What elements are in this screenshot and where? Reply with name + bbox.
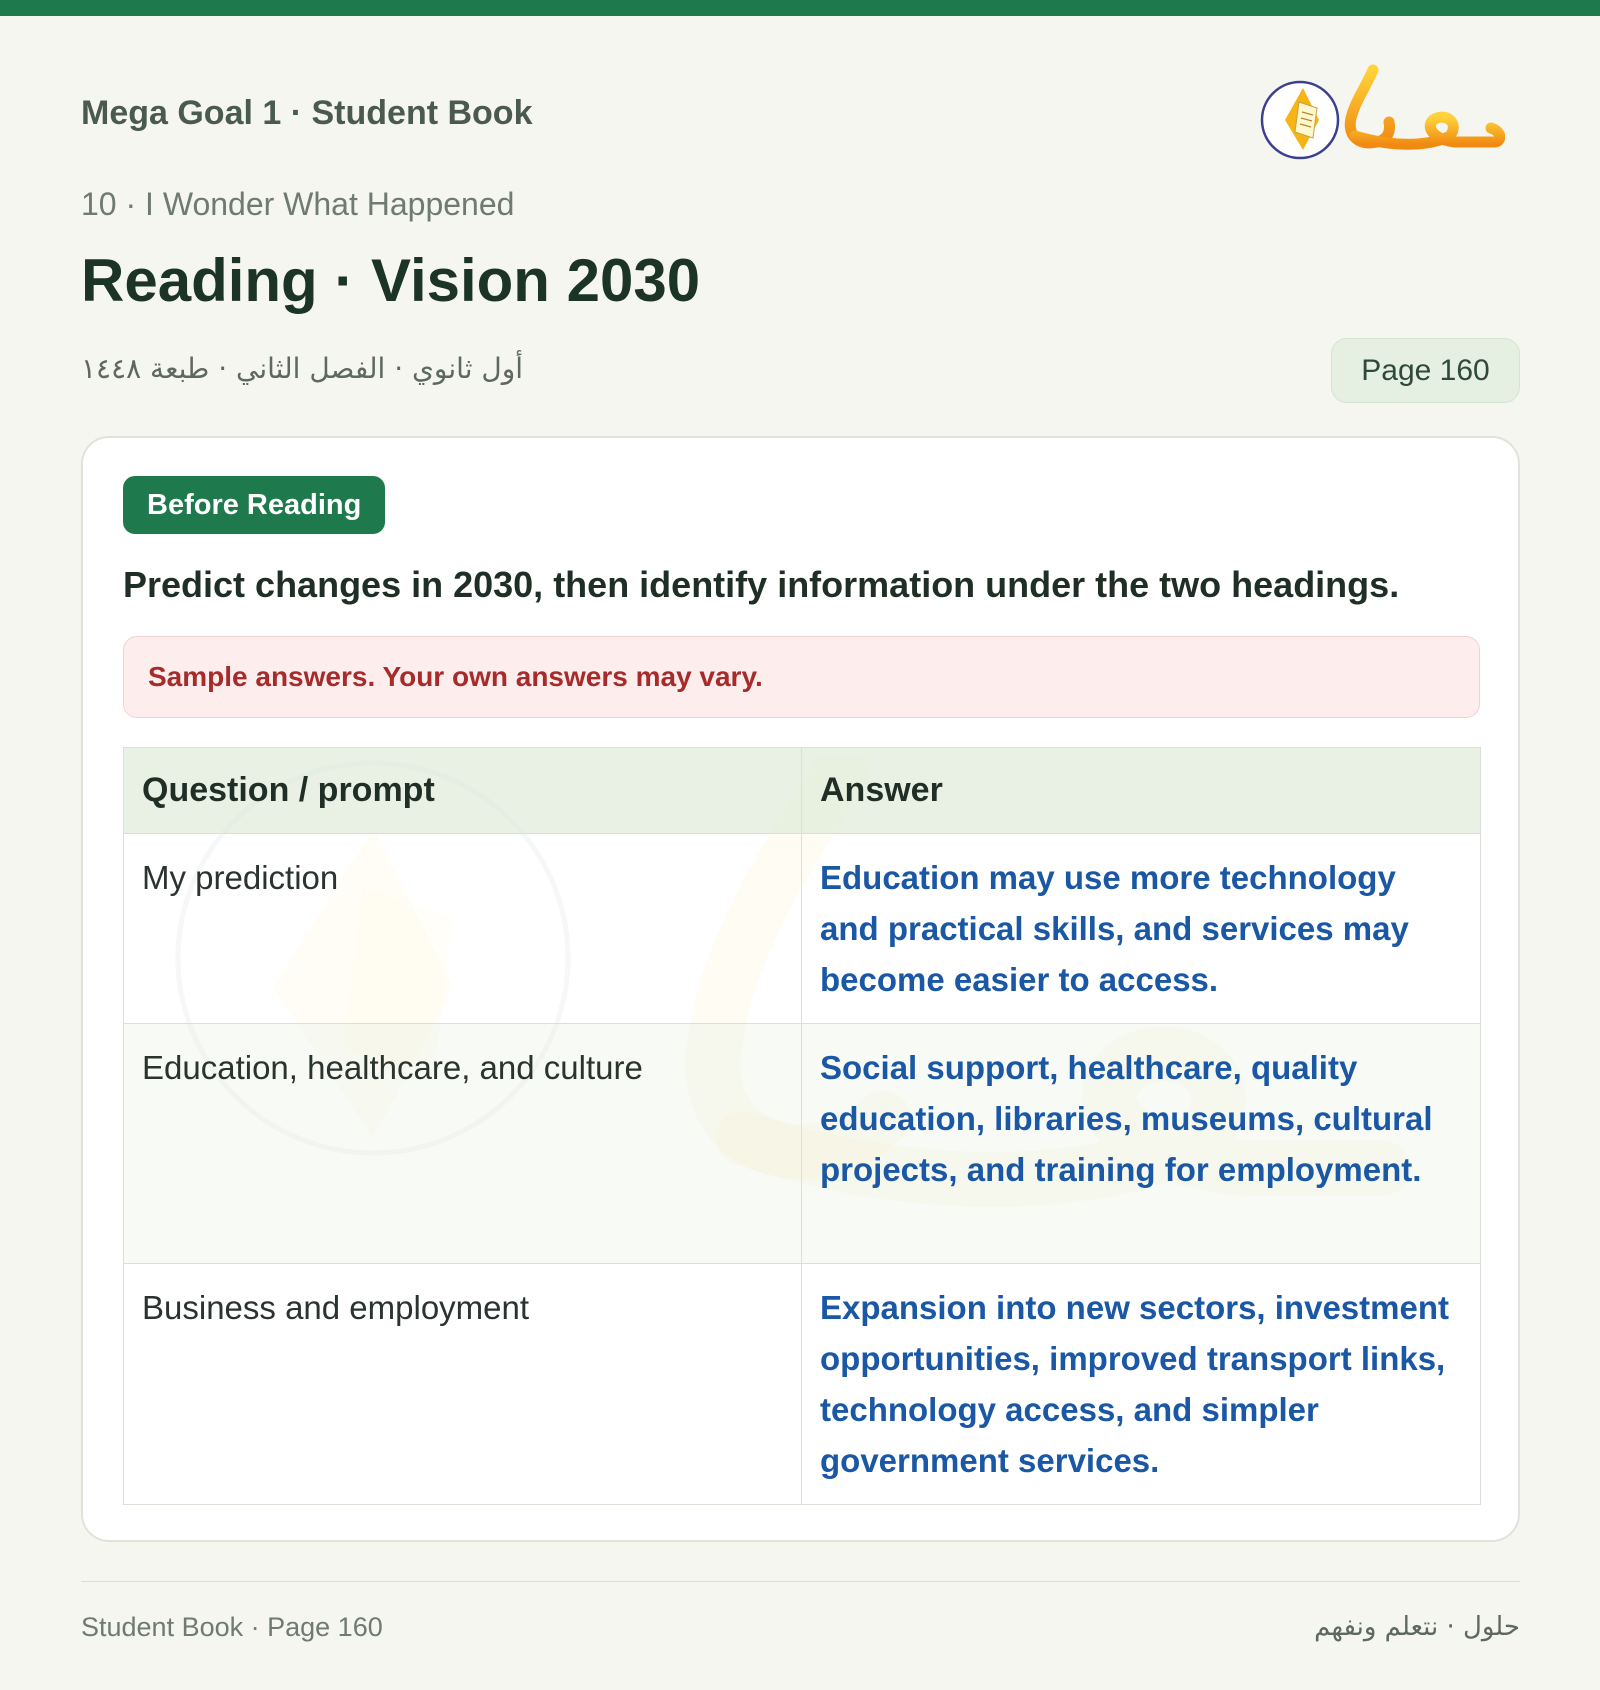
activity-card (81, 436, 1520, 1542)
sample-answers-note (123, 636, 1480, 718)
answer-cell: Education may use more technology and practical skills, and services may become easier to access. (802, 834, 1481, 1024)
table-row (124, 834, 1481, 1024)
table-header-row (124, 748, 1481, 834)
prompt-cell: Business and employment (124, 1264, 802, 1505)
answer-table (123, 747, 1481, 1505)
footer-divider (81, 1581, 1520, 1582)
prompt-cell: My prediction (124, 834, 802, 1024)
answer-cell: Social support, healthcare, quality education, libraries, museums, cultural projects, and training for employment. (802, 1024, 1481, 1264)
table-row (124, 1024, 1481, 1264)
hulul-logo (1255, 62, 1505, 170)
column-header-answer: Answer (802, 748, 1481, 834)
activity-instruction: Predict changes in 2030, then identify information under the two headings. (123, 564, 1400, 605)
prompt-cell: Education, healthcare, and culture (124, 1024, 802, 1264)
before-reading-tag: Before Reading (123, 476, 385, 534)
note-text: Sample answers. Your own answers may vary. (148, 661, 763, 692)
footer-page-label: Student Book · Page 160 (81, 1612, 383, 1642)
page-number-badge: Page 160 (1331, 338, 1520, 403)
book-title: Mega Goal 1 · Student Book (81, 94, 533, 132)
answer-cell: Expansion into new sectors, investment opportunities, improved transport links, technology access, and simpler government services. (802, 1264, 1481, 1505)
footer-brand-tagline: حلول · نتعلم ونفهم (1314, 1612, 1520, 1642)
unit-label: 10 · I Wonder What Happened (81, 186, 515, 222)
table-row (124, 1264, 1481, 1505)
page-title: Reading · Vision 2030 (81, 247, 701, 314)
top-accent-bar (0, 0, 1600, 16)
arabic-grade-meta: أول ثانوي · الفصل الثاني · طبعة ١٤٤٨ (81, 352, 524, 385)
column-header-question: Question / prompt (124, 748, 802, 834)
